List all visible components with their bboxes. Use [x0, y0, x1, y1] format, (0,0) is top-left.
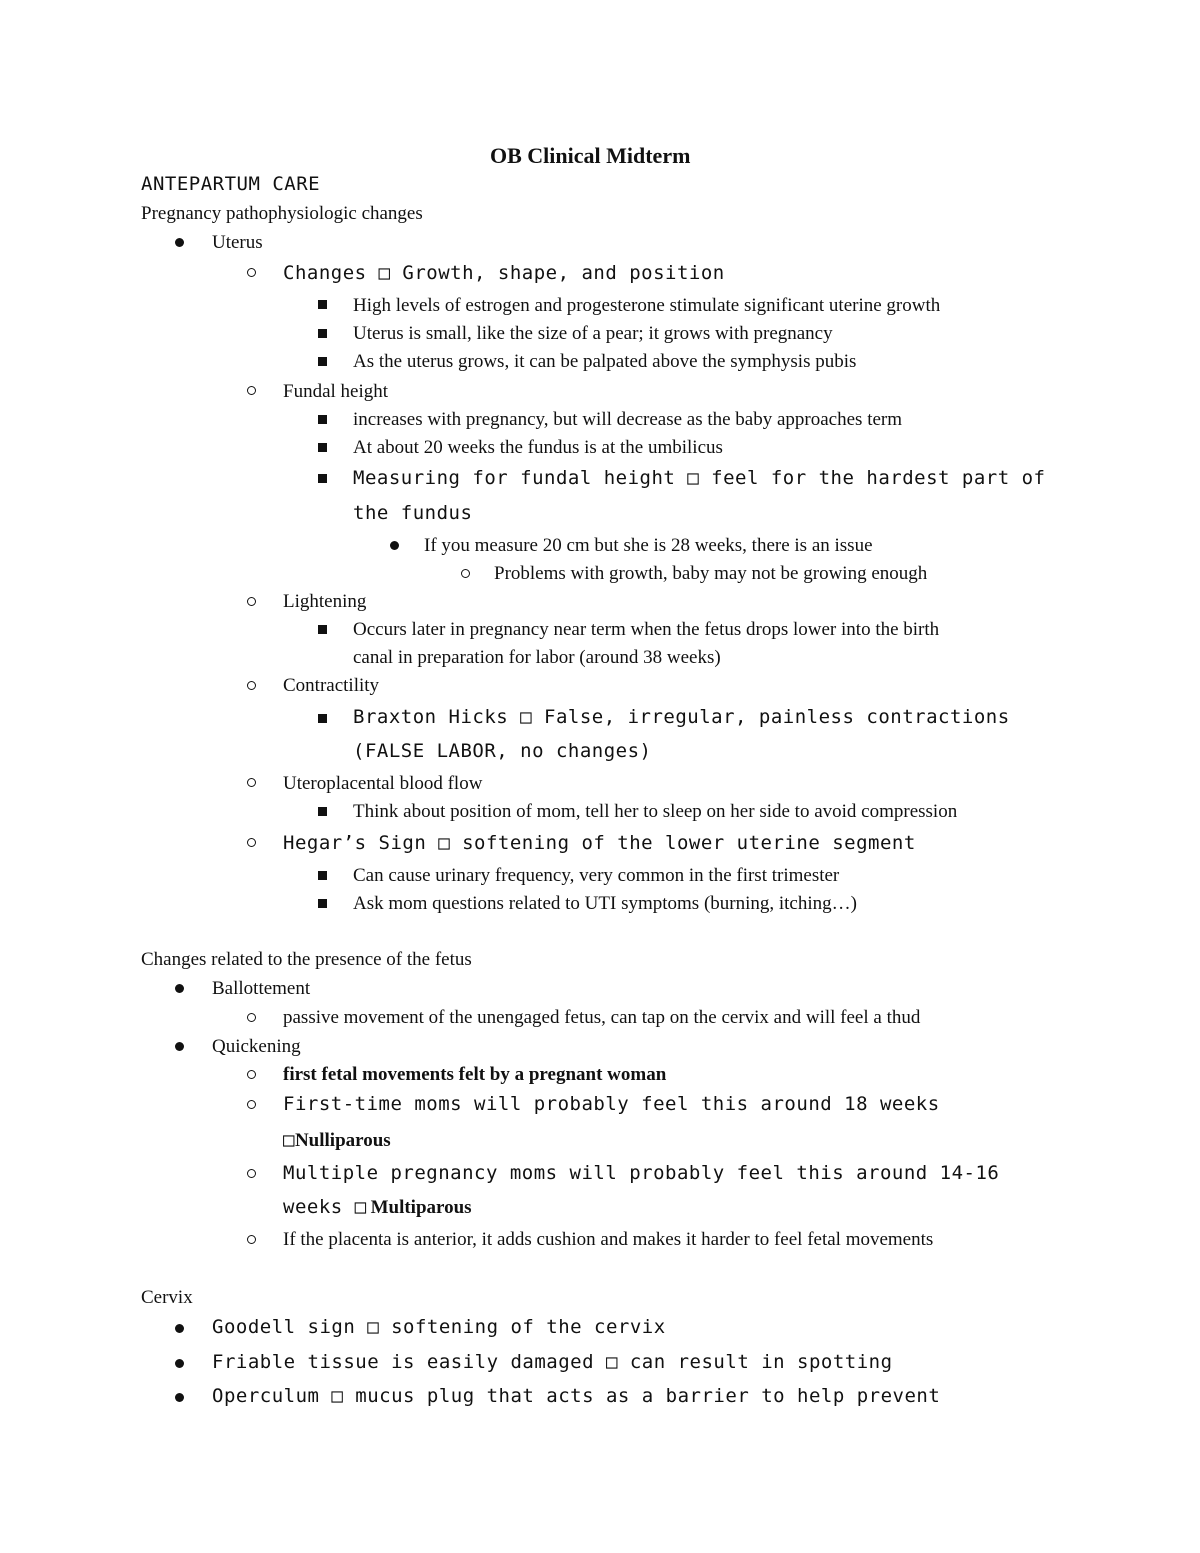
changes-growth-item: Changes □ Growth, shape, and position: [283, 262, 725, 284]
first-time-line-1: First-time moms will probably feel this around 18 weeks: [283, 1093, 940, 1115]
cervix-item-2: Friable tissue is easily damaged □ can result in spotting: [212, 1351, 893, 1373]
bullet-square: [318, 415, 327, 424]
quickening-definition: first fetal movements felt by a pregnant woman: [283, 1064, 667, 1085]
uteroplacental-subitem: Think about position of mom, tell her to sleep on her side to avoid compression: [353, 801, 958, 822]
ballottement-subitem: passive movement of the unengaged fetus, can tap on the cervix and will feel a thud: [283, 1007, 921, 1028]
bullet-circle: [247, 1013, 256, 1022]
bullet-disc: [175, 1393, 184, 1402]
nulliparous-term: Nulliparous: [294, 1130, 391, 1151]
uteroplacental-item: Uteroplacental blood flow: [283, 773, 483, 794]
ballottement-item: Ballottement: [212, 978, 311, 999]
fundal-item-1: increases with pregnancy, but will decrease as the baby approaches term: [353, 409, 903, 430]
cervix-item-1: Goodell sign □ softening of the cervix: [212, 1316, 666, 1338]
bullet-square: [318, 807, 327, 816]
growth-item-2: Uterus is small, like the size of a pear; it grows with pregnancy: [353, 323, 833, 344]
bullet-circle: [247, 778, 256, 787]
bullet-circle: [247, 1100, 256, 1109]
bullet-disc: [175, 1324, 184, 1333]
hegar-item-1: Can cause urinary frequency, very common in the first trimester: [353, 865, 840, 886]
braxton-line-1: Braxton Hicks □ False, irregular, painless contractions: [353, 706, 1010, 728]
bullet-circle: [247, 268, 256, 277]
bullet-circle: [247, 386, 256, 395]
first-time-line-2: [283, 1131, 391, 1150]
growth-item-3: As the uterus grows, it can be palpated above the symphysis pubis: [353, 351, 857, 372]
bullet-square: [318, 329, 327, 338]
pregnancy-changes-heading: Pregnancy pathophysiologic changes: [141, 203, 423, 224]
bullet-disc: [175, 984, 184, 993]
bullet-square: [318, 443, 327, 452]
hegar-item-2: Ask mom questions related to UTI symptoms (burning, itching…): [353, 893, 857, 914]
braxton-line-2: (FALSE LABOR, no changes): [353, 740, 652, 762]
fetus-changes-heading: Changes related to the presence of the fetus: [141, 949, 472, 970]
lightening-line-1: Occurs later in pregnancy near term when the fetus drops lower into the birth: [353, 619, 940, 640]
measuring-line-1: Measuring for fundal height □ feel for the hardest part of: [353, 467, 1046, 489]
lightening-line-2: canal in preparation for labor (around 38 weeks): [353, 647, 721, 668]
multiple-line-1: Multiple pregnancy moms will probably feel this around 14-16: [283, 1162, 1000, 1184]
fundal-height-item: Fundal height: [283, 381, 389, 402]
bullet-square: [318, 357, 327, 366]
bullet-circle: [247, 597, 256, 606]
multiple-weeks-text: weeks □: [283, 1196, 367, 1218]
cervix-heading: Cervix: [141, 1287, 193, 1308]
bullet-circle: [247, 838, 256, 847]
multiparous-term: Multiparous: [370, 1197, 472, 1218]
bullet-circle: [247, 1070, 256, 1079]
fundal-item-2: At about 20 weeks the fundus is at the umbilicus: [353, 437, 723, 458]
bullet-circle: [247, 1169, 256, 1178]
bullet-square: [318, 474, 327, 483]
quickening-item: Quickening: [212, 1036, 301, 1057]
bullet-disc: [175, 238, 184, 247]
cervix-item-3: Operculum □ mucus plug that acts as a barrier to help prevent: [212, 1385, 941, 1407]
bullet-square: [318, 625, 327, 634]
bullet-disc: [390, 541, 399, 550]
bullet-circle: [247, 681, 256, 690]
lightening-item: Lightening: [283, 591, 367, 612]
bullet-square: [318, 300, 327, 309]
hegar-item: Hegar’s Sign □ softening of the lower uterine segment: [283, 832, 916, 854]
placenta-item: If the placenta is anterior, it adds cushion and makes it harder to feel fetal movements: [283, 1229, 934, 1250]
uterus-item: Uterus: [212, 232, 263, 253]
measure-issue-item: If you measure 20 cm but she is 28 weeks, there is an issue: [424, 535, 873, 556]
bullet-disc: [175, 1359, 184, 1368]
bullet-square: [318, 899, 327, 908]
section-heading: ANTEPARTUM CARE: [141, 173, 321, 195]
growth-problem-item: Problems with growth, baby may not be growing enough: [494, 563, 928, 584]
bullet-disc: [175, 1042, 184, 1051]
measuring-line-2: the fundus: [353, 502, 473, 524]
bullet-circle: [461, 569, 470, 578]
bullet-circle: [247, 1235, 256, 1244]
page-title: OB Clinical Midterm: [490, 143, 691, 168]
bullet-square: [318, 871, 327, 880]
arrow-glyph: □: [283, 1129, 295, 1151]
growth-item-1: High levels of estrogen and progesterone stimulate significant uterine growth: [353, 295, 941, 316]
contractility-item: Contractility: [283, 675, 380, 696]
multiple-line-2: [283, 1198, 472, 1217]
bullet-square: [318, 714, 327, 723]
